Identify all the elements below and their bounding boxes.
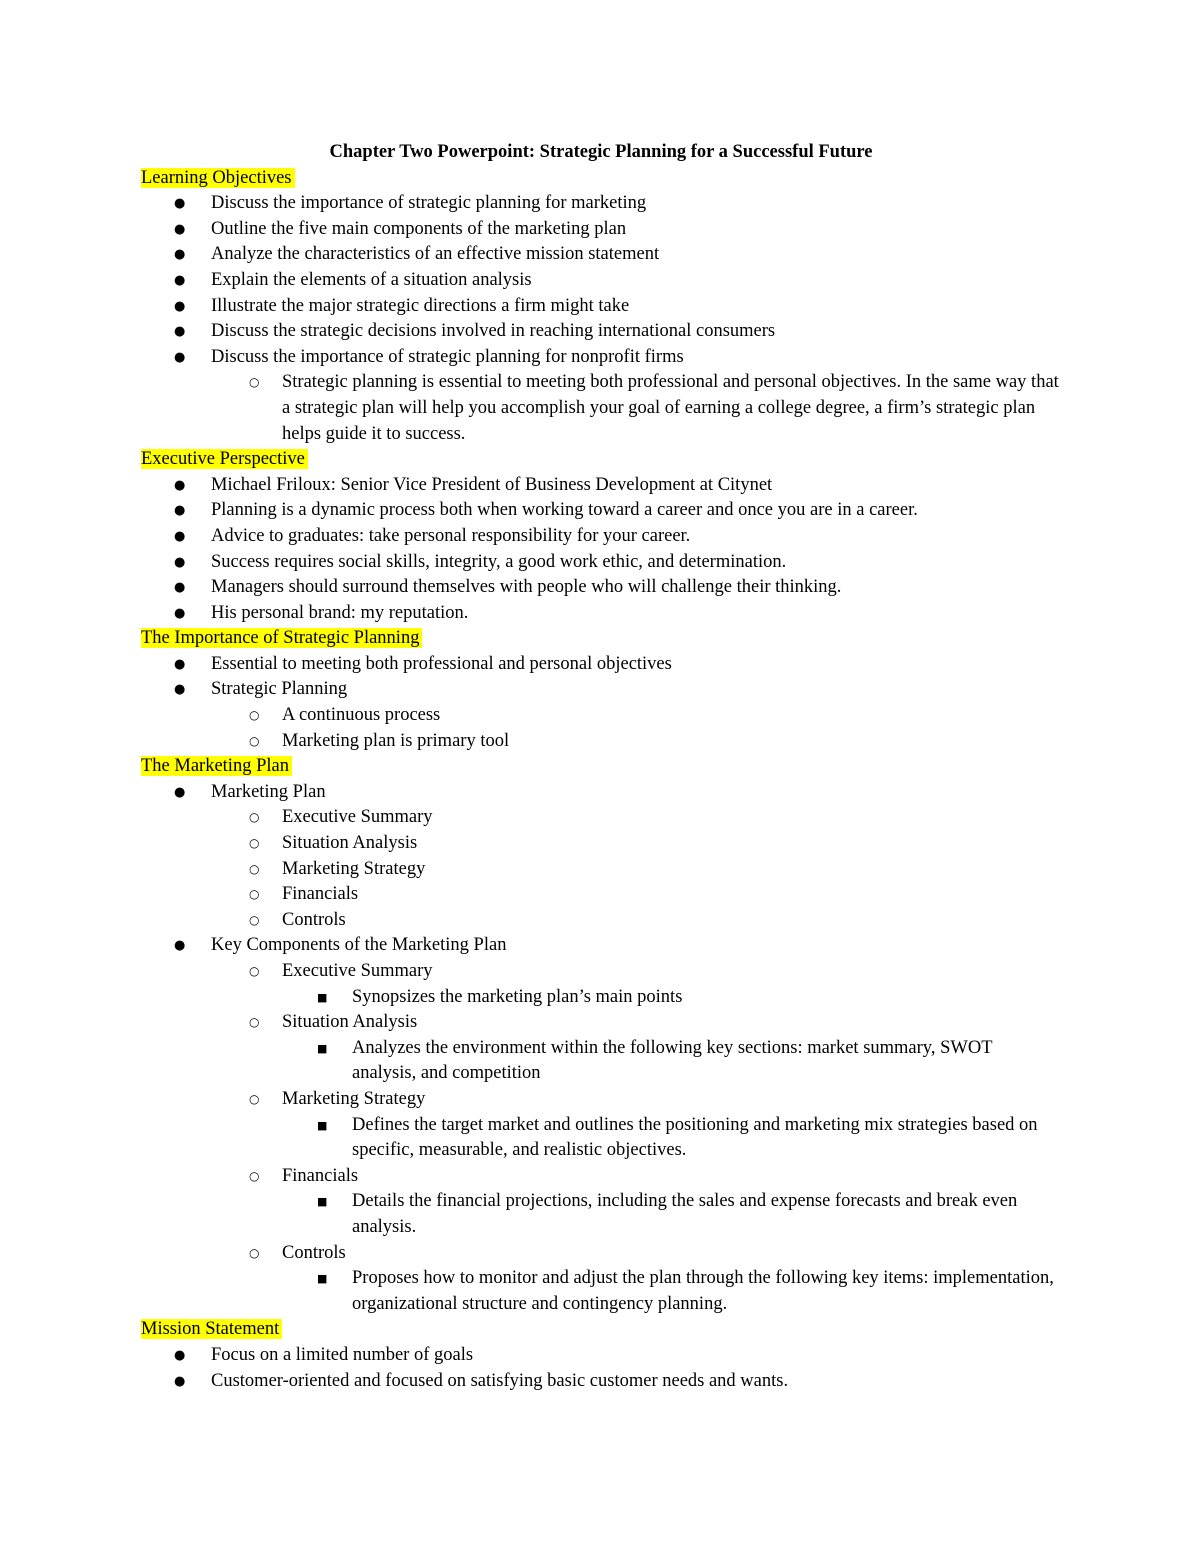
circle-bullet-icon: ○ [249,1091,260,1106]
disc-bullet-icon: ● [174,605,186,621]
list-item [141,1343,1061,1369]
list-item-text: Financials [282,1165,359,1186]
circle-bullet-icon: ○ [249,1168,260,1183]
highlighted-heading-text: The Importance of Strategic Planning [141,628,422,648]
bullet-list [141,652,1061,754]
list-item-text: Synopsizes the marketing plan’s main points [352,986,683,1007]
list-item [141,729,1061,755]
list-item-text: Focus on a limited number of goals [211,1344,474,1365]
list-item-text: Analyzes the environment within the following key sections: market summary, SWOT analysis, and competition [352,1037,993,1084]
list-item-text: Explain the elements of a situation analysis [211,269,532,290]
list-item [141,217,1061,243]
list-item-text: Marketing Strategy [282,858,426,879]
list-item [141,1189,1061,1240]
list-item-text: Planning is a dynamic process both when working toward a career and once you are in a career. [211,500,918,521]
disc-bullet-icon: ● [174,221,186,237]
list-item [141,345,1061,371]
disc-bullet-icon: ● [174,247,186,263]
list-item-text: Discuss the importance of strategic planning for nonprofit firms [211,346,684,367]
list-item-text: Michael Friloux: Senior Vice President of Business Development at Citynet [211,474,773,495]
list-item [141,242,1061,268]
disc-bullet-icon: ● [174,349,186,365]
list-item [141,703,1061,729]
circle-bullet-icon: ○ [249,964,260,978]
list-item [141,370,1061,447]
disc-bullet-icon: ● [174,682,186,698]
list-item-text: Controls [282,1242,346,1263]
document-body [141,140,1061,1394]
list-item [141,677,1061,703]
list-item [141,1087,1061,1113]
circle-bullet-icon: ○ [249,1245,260,1260]
section-heading [141,626,1061,652]
disc-bullet-icon: ● [174,784,186,800]
disc-bullet-icon: ● [174,298,186,314]
square-bullet-icon: ■ [317,1118,328,1132]
list-item-text: A continuous process [282,705,441,726]
list-item-text: Outline the five main components of the marketing plan [211,218,627,239]
circle-bullet-icon: ○ [249,810,260,825]
highlighted-heading-text: The Marketing Plan [141,756,292,776]
list-item-text: His personal brand: my reputation. [211,602,469,623]
disc-bullet-icon: ● [174,503,186,519]
list-item [141,1369,1061,1395]
list-item-text: Details the financial projections, including the sales and expense forecasts and break even analysis. [352,1191,1018,1237]
list-item [141,268,1061,294]
circle-bullet-icon: ○ [249,375,260,390]
square-bullet-icon: ■ [317,1195,328,1209]
list-item [141,1164,1061,1190]
list-item [141,831,1061,857]
list-item-text: Marketing Plan [211,781,326,802]
list-item-text: Marketing plan is primary tool [282,730,510,751]
bullet-list [141,1343,1061,1394]
list-item [141,1241,1061,1267]
disc-bullet-icon: ● [174,272,186,288]
circle-bullet-icon: ○ [249,861,260,876]
list-item [141,652,1061,678]
disc-bullet-icon: ● [174,1373,186,1389]
disc-bullet-icon: ● [174,196,186,212]
list-item-text: Analyze the characteristics of an effective mission statement [211,244,660,265]
list-item-text: Illustrate the major strategic directions a firm might take [211,295,630,316]
highlighted-heading-text: Mission Statement [141,1319,282,1339]
section-heading [141,166,1061,192]
section-heading [141,754,1061,780]
list-item [141,857,1061,883]
disc-bullet-icon: ● [174,580,186,596]
list-item [141,985,1061,1011]
circle-bullet-icon: ○ [249,836,260,851]
list-item [141,498,1061,524]
circle-bullet-icon: ○ [249,887,260,902]
list-item-text: Advice to graduates: take personal responsibility for your career. [211,525,691,546]
list-item [141,1036,1061,1087]
list-item-text: Executive Summary [282,961,433,981]
bullet-list [141,191,1061,447]
highlighted-heading-text: Executive Perspective [141,449,308,469]
list-item [141,550,1061,576]
list-item [141,933,1061,959]
square-bullet-icon: ■ [317,1272,328,1286]
circle-bullet-icon: ○ [249,708,260,723]
list-item-text: Discuss the strategic decisions involved in reaching international consumers [211,321,776,342]
list-item [141,524,1061,550]
highlighted-heading-text: Learning Objectives [141,168,295,188]
list-item [141,294,1061,320]
disc-bullet-icon: ● [174,477,186,493]
list-item [141,805,1061,831]
square-bullet-icon: ■ [317,990,328,1004]
list-item-text: Executive Summary [282,807,433,828]
list-item [141,601,1061,627]
list-item-text: Managers should surround themselves with people who will challenge their thinking. [211,577,842,598]
list-item [141,473,1061,499]
bullet-list [141,473,1061,627]
disc-bullet-icon: ● [174,528,186,544]
section-heading [141,1317,1061,1343]
list-item [141,908,1061,934]
list-item-text: Discuss the importance of strategic planning for marketing [211,193,647,214]
list-item [141,1266,1061,1317]
disc-bullet-icon: ● [174,554,186,570]
list-item [141,575,1061,601]
circle-bullet-icon: ○ [249,912,260,927]
disc-bullet-icon: ● [174,656,186,672]
list-item [141,319,1061,345]
list-item-text: Proposes how to monitor and adjust the plan through the following key items: implementation, organizational structure and contingency planning. [352,1268,1054,1314]
list-item-text: Customer-oriented and focused on satisfying basic customer needs and wants. [211,1370,789,1391]
list-item [141,780,1061,806]
sections-container [141,166,1061,1395]
disc-bullet-icon: ● [174,938,186,954]
list-item-text: Strategic planning is essential to meeting both professional and personal objectives. In the same way that a strategic plan will help you accomplish your goal of earning a college degree, a firm’s strategic plan helps guide it to success. [282,372,1059,444]
list-item-text: Defines the target market and outlines the positioning and marketing mix strategies based on specific, measurable, and realistic objectives. [352,1114,1038,1161]
disc-bullet-icon: ● [174,1347,186,1363]
list-item [141,191,1061,217]
list-item [141,1113,1061,1164]
list-item-text: Strategic Planning [211,679,348,700]
disc-bullet-icon: ● [174,324,186,340]
section-heading [141,447,1061,473]
list-item [141,1010,1061,1036]
list-item-text: Essential to meeting both professional and personal objectives [211,653,672,674]
bullet-list [141,780,1061,1317]
square-bullet-icon: ■ [317,1041,328,1055]
list-item-text: Financials [282,884,359,905]
document-title: Chapter Two Powerpoint: Strategic Planning for a Successful Future [329,142,873,162]
list-item-text: Key Components of the Marketing Plan [211,935,507,956]
list-item-text: Situation Analysis [282,1012,418,1033]
list-item [141,882,1061,908]
list-item-text: Marketing Strategy [282,1088,426,1109]
circle-bullet-icon: ○ [249,733,260,748]
list-item-text: Situation Analysis [282,833,418,854]
list-item-text: Controls [282,909,346,930]
list-item-text: Success requires social skills, integrity, a good work ethic, and determination. [211,551,787,572]
list-item [141,959,1061,985]
circle-bullet-icon: ○ [249,1015,260,1030]
